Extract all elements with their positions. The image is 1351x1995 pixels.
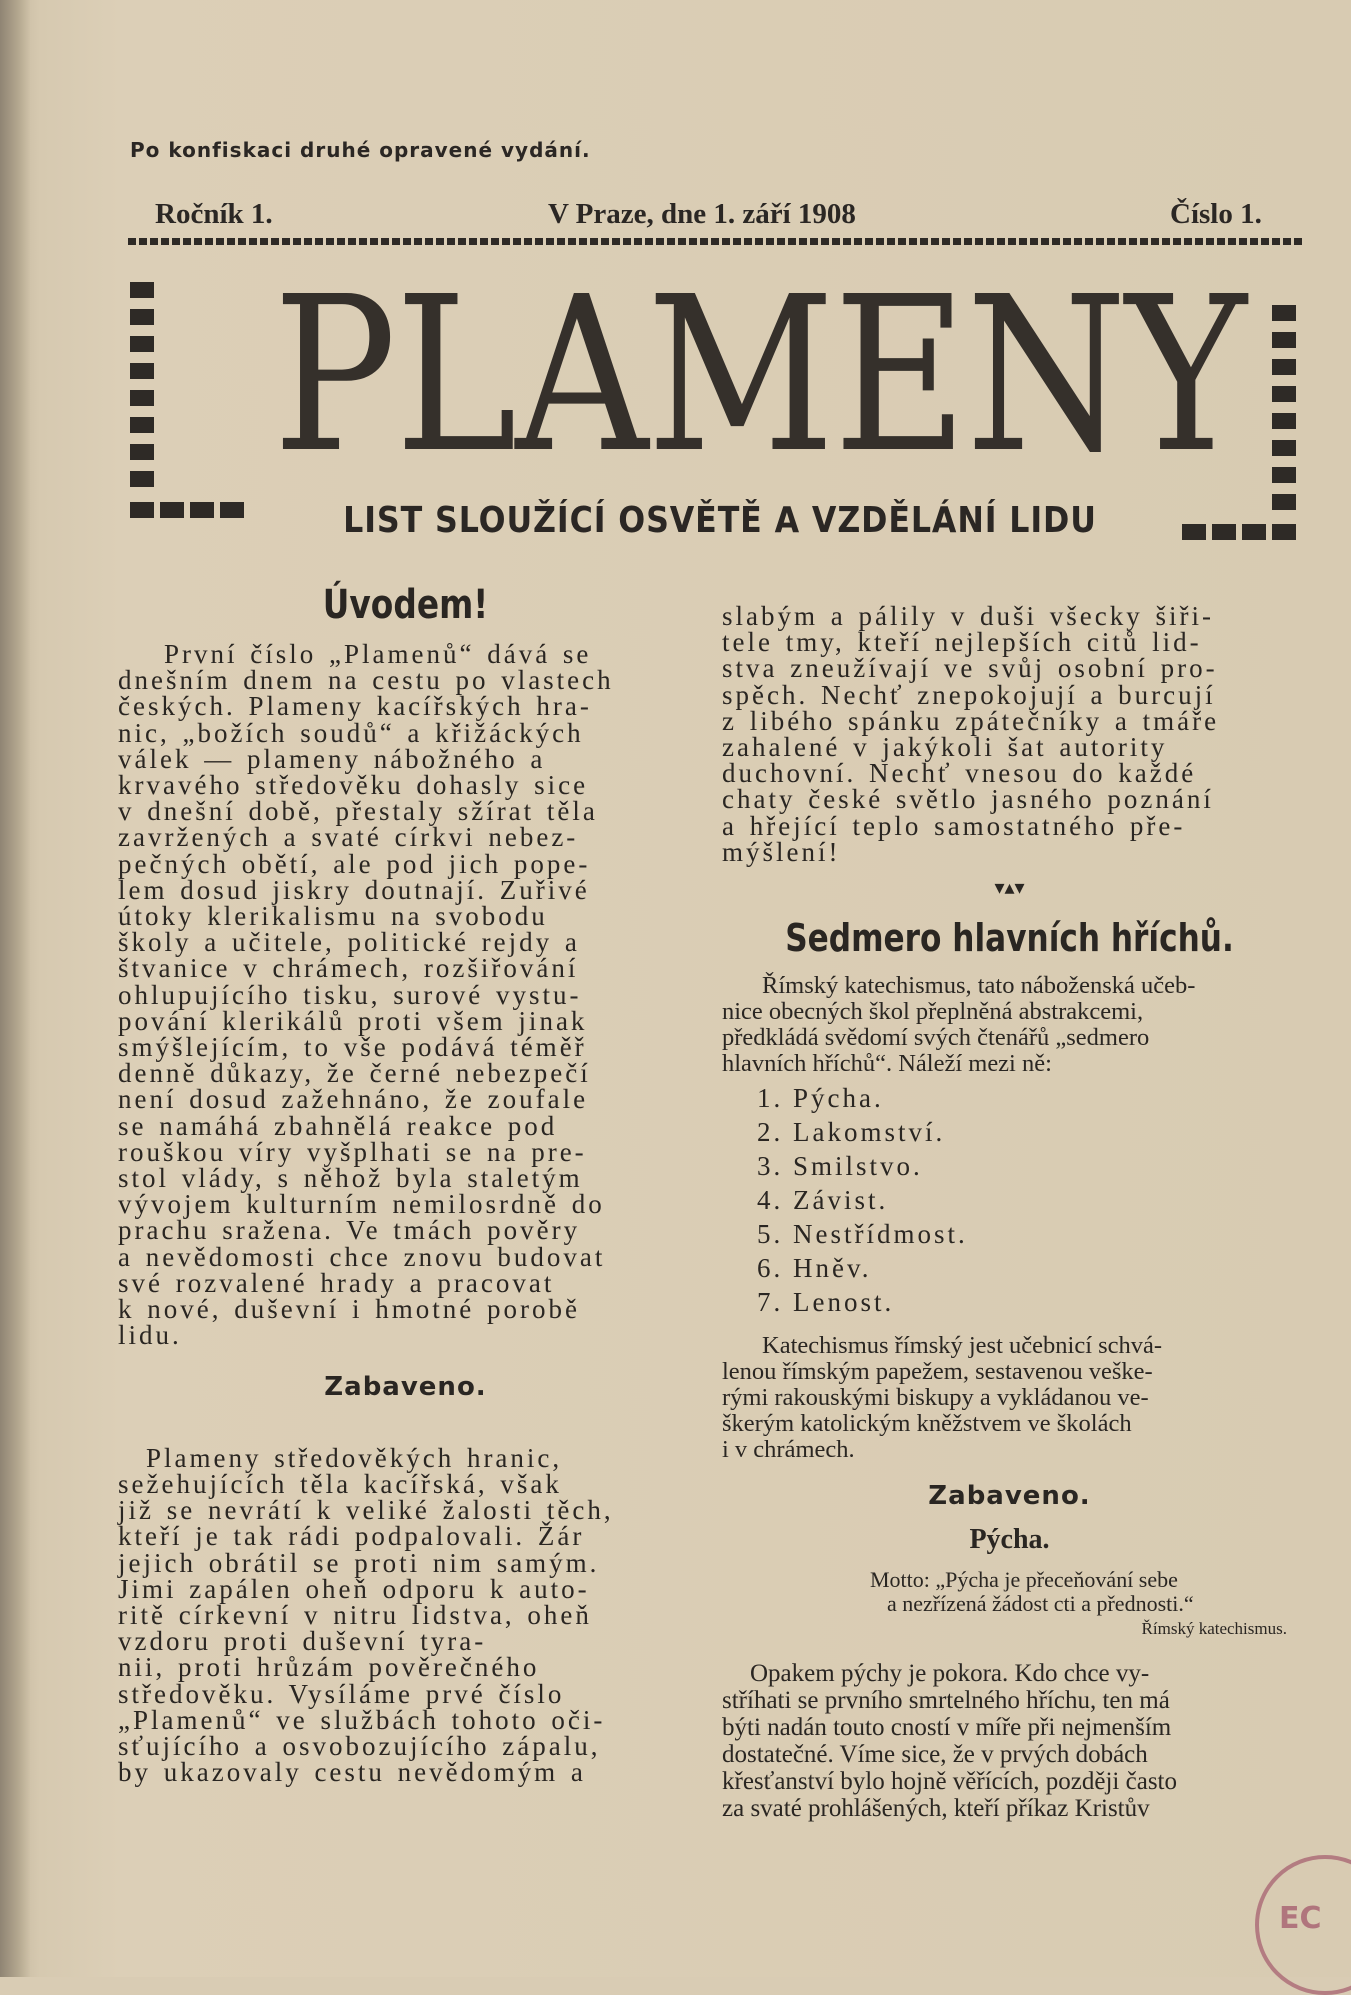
text-line: již se nevrátí k veliké žalosti těch, — [118, 1495, 614, 1526]
text-line: dnešním dnem na cestu po vlastech — [118, 665, 614, 696]
text-line: ohlupujícího tisku, surové vystu- — [118, 979, 582, 1010]
text-line: útoky klerikalismu na svobodu — [118, 901, 548, 932]
text-line: lidu. — [118, 1320, 182, 1351]
text-line: stva zneužívají ve svůj osobní pro- — [722, 653, 1218, 684]
text-line: tele tmy, kteří nejlepších citů lid- — [722, 627, 1202, 658]
pride-paragraph — [722, 1660, 1297, 1822]
text-line: se namáhá zbahnělá reakce pod — [118, 1110, 558, 1141]
newspaper-subtitle: LIST SLOUŽÍCÍ OSVĚTĚ A VZDĚLÁNÍ LIDU — [343, 500, 1097, 541]
text-line: smýšlejícím, to vše podává téměř — [118, 1032, 587, 1063]
sins-list — [757, 1085, 1297, 1323]
text-line: školy a učitele, politické rejdy a — [118, 927, 580, 958]
stamp-text: EC — [1279, 1901, 1322, 1936]
intro-article — [118, 639, 693, 1351]
text-line: stříhati se prvního smrtelného hříchu, ten má — [722, 1686, 1170, 1714]
right-column — [722, 603, 1297, 1822]
text-line: mýšlení! — [722, 836, 841, 867]
text-line: válek — plameny nábožného a — [118, 743, 546, 774]
sins-heading: Sedmero hlavních hříchů. — [785, 916, 1234, 961]
text-line: „Plamenů“ ve službách tohoto oči- — [118, 1704, 606, 1735]
sins-intro — [722, 973, 1297, 1077]
text-line: sťujícího a osvobozujícího zápalu, — [118, 1730, 601, 1761]
text-line: denně důkazy, že černé nebezpečí — [118, 1058, 591, 1089]
text-line: Římský katechismus, tato náboženská učeb- — [762, 972, 1196, 1000]
text-line: a hřející teplo samostatného pře- — [722, 810, 1186, 841]
text-line: i v chrámech. — [722, 1436, 855, 1464]
pride-heading: Pýcha. — [969, 1524, 1050, 1556]
text-line: chaty české světlo jasného poznání — [722, 784, 1214, 815]
text-line: nice obecných škol přeplněná abstrakcemi, — [722, 998, 1144, 1026]
text-line: lenou římským papežem, sestavenou veške- — [722, 1358, 1153, 1386]
censored-notice: Zabaveno. — [928, 1481, 1091, 1512]
ornament-divider: ▾▴▾ — [994, 877, 1025, 900]
motto-line: Motto: „Pýcha je přeceňování sebe — [870, 1566, 1178, 1592]
list-item: 1. Pýcha. — [757, 1083, 884, 1114]
text-line: ritě církevní v nitru lidstva, oheň — [118, 1599, 592, 1630]
text-line: rými rakouskými biskupy a vykládanou ve- — [722, 1384, 1149, 1412]
text-line: krvavého středověku dohasly sice — [118, 770, 589, 801]
text-line: prachu sražena. Ve tmách pověry — [118, 1215, 581, 1246]
list-item: 4. Závist. — [757, 1185, 889, 1216]
text-line: nic, „božích soudů“ a křižáckých — [118, 717, 584, 748]
motto-source: Římský katechismus. — [1141, 1618, 1287, 1638]
list-item: 6. Hněv. — [757, 1253, 872, 1284]
text-line: dostatečné. Víme sice, že v prvých dobách — [722, 1740, 1148, 1768]
newspaper-title: PLAMENY — [272, 251, 1246, 500]
masthead-rule — [128, 238, 1303, 245]
text-line: pečných obětí, ale pod jich pope- — [118, 848, 591, 879]
list-item: 2. Lakomství. — [757, 1117, 946, 1148]
text-line: býti nadán touto cností v míře při nejmenším — [722, 1713, 1172, 1741]
text-line: jejich obrátil se proti nim samým. — [118, 1547, 600, 1578]
intro-heading: Úvodem! — [322, 582, 489, 628]
text-line: nii, proti hrůzám pověrečného — [118, 1652, 540, 1683]
text-line: První číslo „Plamenů“ dává se — [164, 639, 592, 669]
text-line: zahalené v jakýkoli šat autority — [722, 732, 1168, 763]
text-line: v dnešní době, přestaly sžírat těla — [118, 796, 598, 827]
text-line: slabým a pálily v duši všecky šiři- — [722, 601, 1214, 631]
text-line: Plameny středověkých hranic, — [146, 1442, 563, 1473]
text-line: za svaté prohlášených, kteří příkaz Kristův — [722, 1794, 1150, 1822]
text-line: by ukazovaly cestu nevědomým a — [118, 1757, 586, 1788]
text-line: a nevědomosti chce znovu budovat — [118, 1241, 606, 1272]
list-item: 3. Smilstvo. — [757, 1151, 923, 1182]
text-line: pování klerikálů proti všem jinak — [118, 1005, 588, 1036]
text-line: škerým katolickým kněžstvem ve školách — [722, 1410, 1132, 1438]
intro-continuation — [722, 603, 1297, 865]
left-column — [118, 582, 693, 1788]
place-date: V Praze, dne 1. září 1908 — [548, 198, 856, 230]
text-line: vzdoru proti duševní tyra- — [118, 1626, 487, 1657]
text-line: Katechismus římský jest učebnicí schvá- — [762, 1332, 1163, 1360]
text-line: není dosud zažehnáno, že zoufale — [118, 1084, 589, 1115]
text-line: rouškou víry vyšplhati se na pre- — [118, 1136, 587, 1167]
text-line: zavržených a svaté církvi nebez- — [118, 822, 579, 853]
text-line: Jimi zapálen oheň odporu k auto- — [118, 1573, 590, 1604]
catechism-paragraph — [722, 1333, 1297, 1463]
text-line: předkládá svědomí svých čtenářů „sedmero — [722, 1024, 1150, 1052]
text-line: Opakem pýchy je pokora. Kdo chce vy- — [750, 1659, 1150, 1687]
issue-number: Číslo 1. — [1170, 198, 1262, 230]
reissue-note: Po konfiskaci druhé opravené vydání. — [130, 138, 591, 162]
binding-spine — [0, 0, 30, 1977]
list-item: 5. Nestřídmost. — [757, 1219, 968, 1250]
text-line: duchovní. Nechť vnesou do každé — [722, 758, 1197, 789]
text-line: z libého spánku zpátečníky a tmáře — [722, 705, 1220, 736]
second-article — [118, 1442, 693, 1788]
text-line: kteří je tak rádi podpalovali. Žár — [118, 1521, 585, 1552]
motto-line: a nezřízená žádost cti a přednosti.“ — [887, 1590, 1194, 1616]
text-line: středověku. Vysíláme prvé číslo — [118, 1678, 565, 1709]
text-line: štvanice v chrámech, rozšiřování — [118, 953, 579, 984]
text-line: lem dosud jiskry doutnají. Zuřivé — [118, 874, 590, 905]
censored-notice: Zabaveno. — [324, 1372, 487, 1403]
volume-label: Ročník 1. — [155, 198, 273, 230]
text-line: vývojem kulturním nemilosrdně do — [118, 1189, 605, 1220]
text-line: své rozvalené hrady a pracovat — [118, 1267, 555, 1298]
text-line: spěch. Nechť znepokojují a burcují — [722, 679, 1216, 710]
text-line: stol vlády, s něhož byla staletým — [118, 1163, 583, 1194]
text-line: sežehujících těla kacířská, však — [118, 1468, 562, 1499]
text-line: českých. Plameny kacířských hra- — [118, 691, 592, 722]
text-line: křesťanství bylo hojně věřících, později často — [722, 1767, 1177, 1795]
list-item: 7. Lenost. — [757, 1287, 895, 1318]
text-line: hlavních hříchů“. Náleží mezi ně: — [722, 1050, 1052, 1078]
library-stamp — [1255, 1855, 1351, 1995]
text-line: k nové, duševní i hmotné porobě — [118, 1294, 580, 1325]
